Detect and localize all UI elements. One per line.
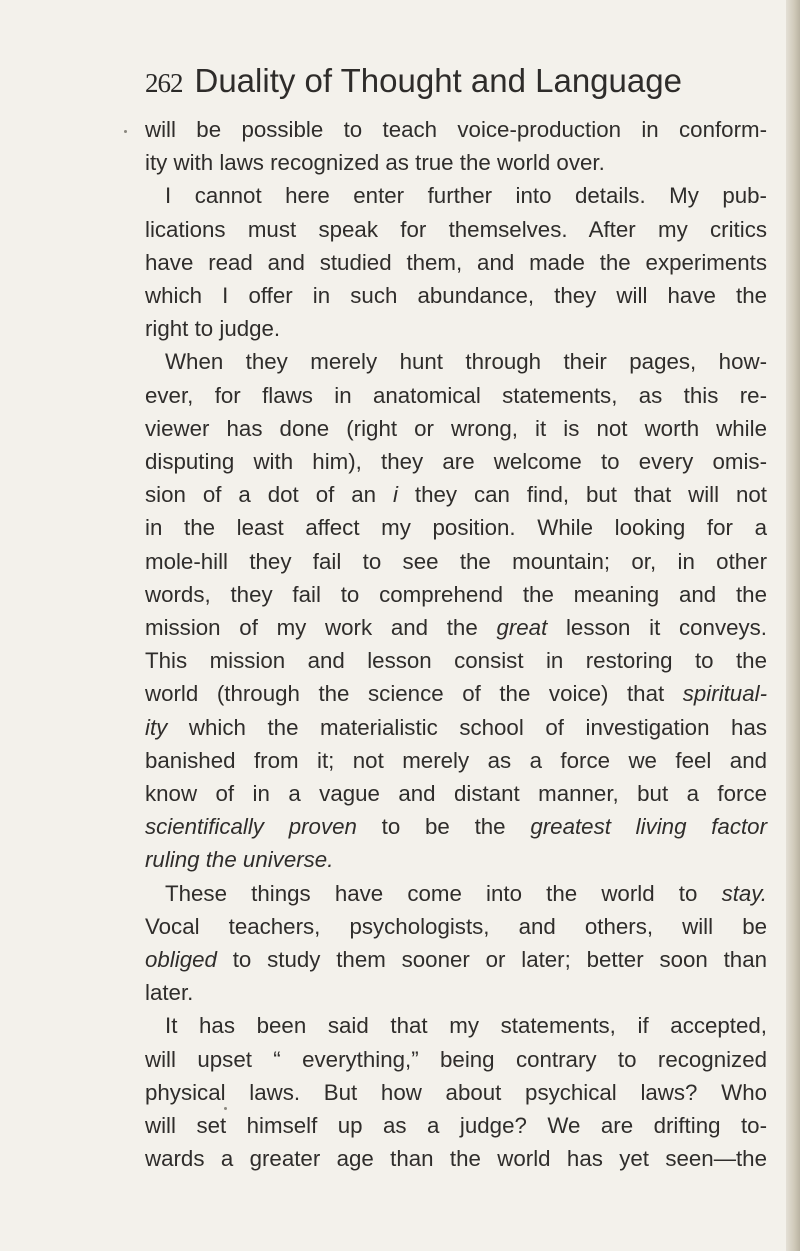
- text-line: [145, 777, 767, 810]
- text-run: know of in a vague and distant manner, but a force: [145, 781, 767, 807]
- text-line: [145, 744, 767, 777]
- text-run: wards a greater age than the world has yet seen—the: [145, 1146, 767, 1172]
- running-header: [145, 62, 765, 100]
- text-run: will set himself up as a judge? We are drifting to-: [145, 1113, 767, 1139]
- text-run: When they merely hunt through their pages, how-: [165, 349, 767, 375]
- text-run: world (through the science of the voice) that: [145, 681, 683, 707]
- text-run: Vocal teachers, psychologists, and others, will be: [145, 913, 767, 939]
- italic-text: scientifically proven: [145, 814, 357, 840]
- text-line: [145, 246, 767, 279]
- italic-text: great: [496, 615, 548, 641]
- text-line: [145, 677, 767, 710]
- text-line: [145, 379, 767, 412]
- text-line: [145, 412, 767, 445]
- text-run: sion of a dot of an: [145, 482, 393, 508]
- italic-text: ity: [145, 714, 168, 740]
- text-run: later.: [145, 980, 194, 1006]
- text-run: will upset “ everything,” being contrary to recognized: [145, 1046, 767, 1072]
- text-line: [145, 1043, 767, 1076]
- text-run: have read and studied them, and made the experiments: [145, 249, 767, 275]
- text-run: mole-hill they fail to see the mountain; or, in other: [145, 548, 767, 574]
- italic-text: obliged: [145, 947, 217, 973]
- text-run: in the least affect my position. While looking for a: [145, 515, 767, 541]
- text-line: [145, 611, 767, 644]
- text-line: [145, 1109, 767, 1142]
- text-run: mission of my work and the: [145, 615, 497, 641]
- text-run: words, they fail to comprehend the meaning and the: [145, 581, 767, 607]
- text-line: [145, 1142, 767, 1175]
- text-run: which the materialistic school of investigation has: [167, 714, 767, 740]
- text-run: to study them sooner or later; better soon than: [216, 947, 767, 973]
- italic-text: stay.: [721, 880, 767, 906]
- text-run: banished from it; not merely as a force we feel and: [145, 747, 767, 773]
- text-line: [145, 810, 767, 843]
- text-line: [145, 578, 767, 611]
- italic-text: ruling the universe.: [145, 847, 334, 873]
- text-line: [145, 113, 767, 146]
- text-run: viewer has done (right or wrong, it is not worth while: [145, 415, 767, 441]
- running-title: Duality of Thought and Language: [194, 62, 682, 99]
- text-line: [145, 511, 767, 544]
- speck: [124, 130, 127, 133]
- text-run: lesson it conveys.: [547, 615, 767, 641]
- body-text: [145, 113, 767, 1176]
- text-line: [145, 545, 767, 578]
- text-line: [145, 213, 767, 246]
- text-line: [145, 345, 767, 378]
- text-run: right to judge.: [145, 316, 281, 342]
- text-line: [145, 644, 767, 677]
- text-run: It has been said that my statements, if accepted,: [165, 1013, 767, 1039]
- text-run: This mission and lesson consist in restoring to the: [145, 648, 767, 674]
- text-line: [145, 279, 767, 312]
- page-number: 262: [145, 68, 183, 98]
- italic-text: spiritual-: [682, 681, 767, 707]
- text-run: lications must speak for themselves. After my critics: [145, 216, 767, 242]
- text-line: [145, 312, 767, 345]
- text-run: disputing with him), they are welcome to every omis-: [145, 449, 767, 475]
- text-line: [145, 711, 767, 744]
- text-line: [145, 445, 767, 478]
- text-run: physical laws. But how about psychical laws? Who: [145, 1079, 767, 1105]
- page-edge-shadow: [786, 0, 800, 1251]
- text-line: [145, 179, 767, 212]
- text-run: will be possible to teach voice-production in conform-: [145, 117, 767, 142]
- text-line: [145, 1076, 767, 1109]
- text-line: [145, 976, 767, 1009]
- text-run: which I offer in such abundance, they will have the: [145, 283, 767, 309]
- italic-text: greatest living factor: [530, 814, 768, 840]
- text-line: [145, 943, 767, 976]
- text-run: they can find, but that will not: [397, 482, 767, 508]
- text-line: [145, 146, 767, 179]
- text-run: ity with laws recognized as true the world over.: [145, 150, 605, 176]
- text-run: ever, for flaws in anatomical statements, as this re-: [145, 382, 767, 408]
- text-line: [145, 478, 767, 511]
- text-line: [145, 877, 767, 910]
- text-run: These things have come into the world to: [165, 880, 722, 906]
- italic-text: i: [393, 482, 398, 508]
- text-line: [145, 1009, 767, 1042]
- text-line: [145, 843, 767, 876]
- text-run: I cannot here enter further into details. My pub-: [165, 183, 767, 209]
- text-run: to be the: [356, 814, 531, 840]
- text-line: [145, 910, 767, 943]
